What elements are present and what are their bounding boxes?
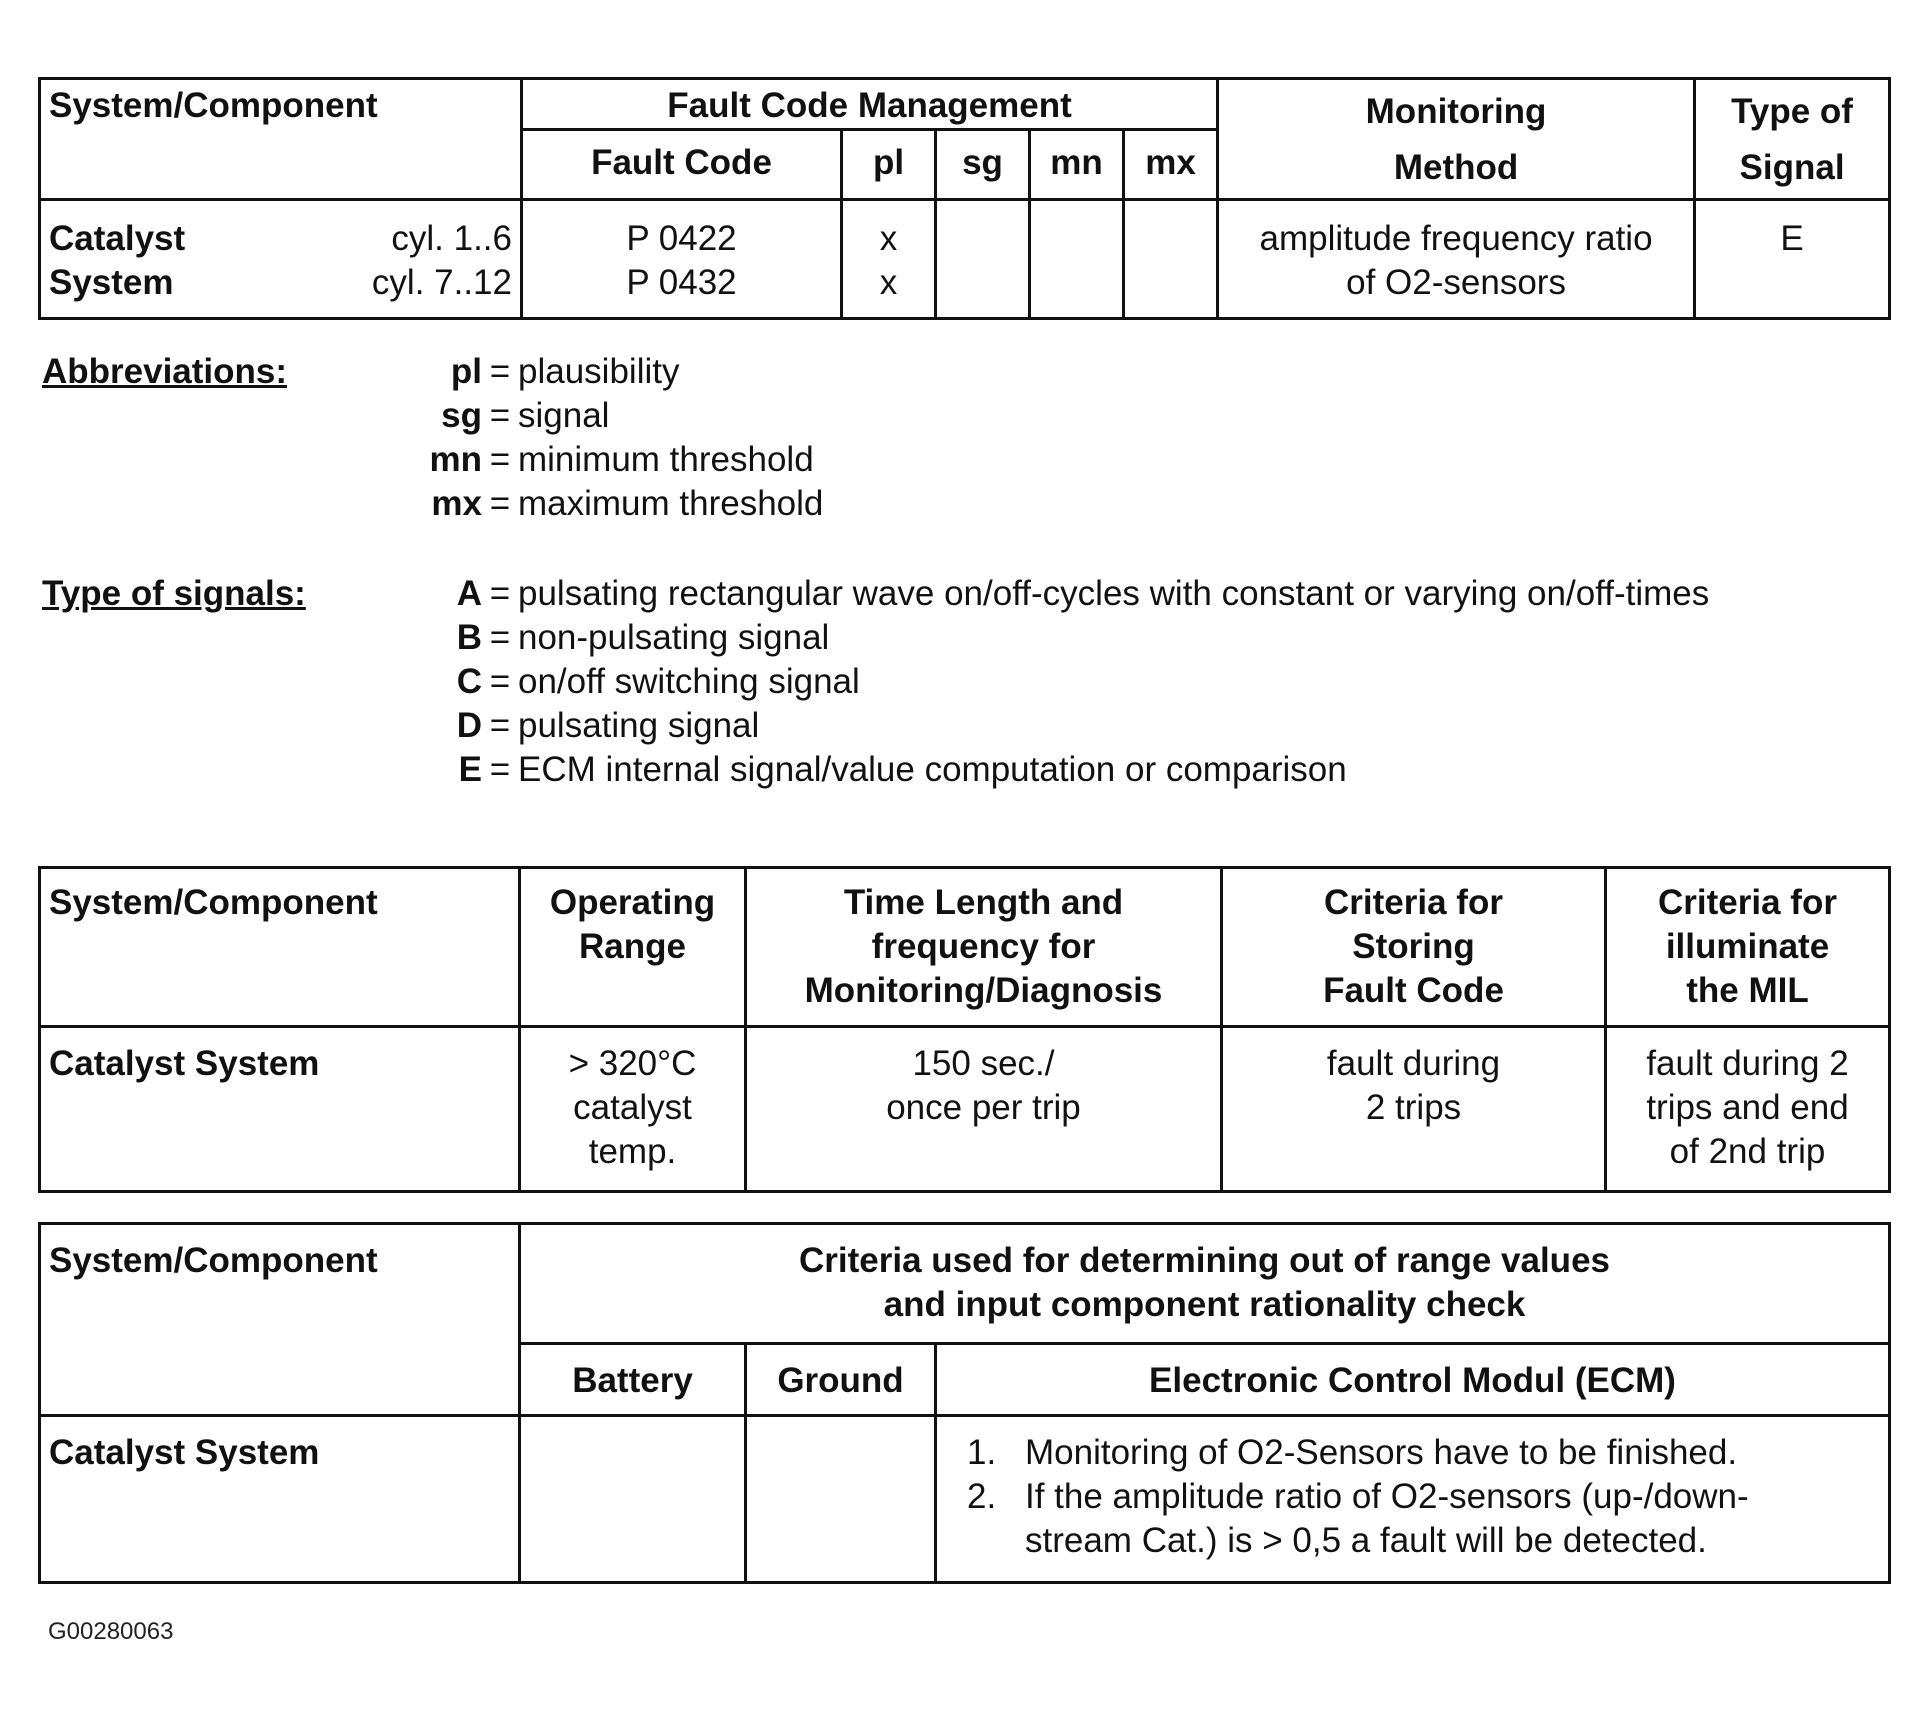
header-sg: sg [936,130,1030,200]
header-system-component: System/Component [40,868,520,1027]
cell-operating-range: > 320°C catalyst temp. [520,1027,746,1192]
cell-ground [746,1416,936,1583]
header-fault-code-management: Fault Code Management [522,79,1218,130]
cell-storing-criteria: fault during 2 trips [1222,1027,1606,1192]
list-item: 1. Monitoring of O2-Sensors have to be finished. [967,1433,1738,1472]
cell-time-length: 150 sec./ once per trip [746,1027,1222,1192]
header-type-of-signal: Type of Signal [1695,79,1890,200]
list-item: A = pulsating rectangular wave on/off-cycles with constant or varying on/off-times [456,574,1710,613]
cell-fault-codes: P 0422 P 0432 [522,200,842,319]
list-item: mn = minimum threshold [429,440,814,479]
cell-component: Catalyst cyl. 1..6 System cyl. 7..12 [40,200,522,319]
header-monitoring-method: Monitoring Method [1218,79,1695,200]
signal-types-title: Type of signals: [42,574,306,613]
cell-pl: x x [842,200,936,319]
header-system-component: System/Component [40,1224,520,1416]
header-battery: Battery [520,1344,746,1416]
cell-component: Catalyst System [40,1416,520,1583]
list-item: E = ECM internal signal/value computation or comparison [458,750,1347,789]
list-item: pl = plausibility [450,352,680,391]
list-item: mx = maximum threshold [431,484,824,523]
abbreviations-legend [42,350,1882,530]
cell-signal-type: E [1695,200,1890,319]
table-row [40,1027,1890,1192]
list-item: sg = signal [441,396,610,435]
header-system-component: System/Component [40,79,522,200]
list-item: 2. If the amplitude ratio of O2-sensors (up-/down- stream Cat.) is > 0,5 a fault will be detected. [967,1477,1749,1560]
rationality-check-table [38,1222,1891,1584]
list-item: D = pulsating signal [456,706,760,745]
header-fault-code: Fault Code [522,130,842,200]
cell-component: Catalyst System [40,1027,520,1192]
header-mx: mx [1124,130,1218,200]
header-pl: pl [842,130,936,200]
table-row [40,200,1890,319]
header-mn: mn [1030,130,1124,200]
cell-mx [1124,200,1218,319]
fault-code-table [38,77,1891,320]
table-row [40,1416,1890,1583]
list-item: C = on/off switching signal [456,662,860,701]
header-criteria: Criteria used for determining out of range values and input component rationality check [520,1224,1890,1344]
cell-monitoring-method: amplitude frequency ratio of O2-sensors [1218,200,1695,319]
monitoring-criteria-table [38,866,1891,1193]
header-storing-criteria: Criteria for Storing Fault Code [1222,868,1606,1027]
list-item: B = non-pulsating signal [456,618,830,657]
header-ground: Ground [746,1344,936,1416]
header-time-length: Time Length and frequency for Monitoring/Diagnosis [746,868,1222,1027]
signal-types-legend [42,572,1882,802]
cell-ecm [936,1416,1890,1583]
header-ecm: Electronic Control Modul (ECM) [936,1344,1890,1416]
abbreviations-title: Abbreviations: [42,352,288,391]
cell-battery [520,1416,746,1583]
cell-sg [936,200,1030,319]
cell-mn [1030,200,1124,319]
header-mil-criteria: Criteria for illuminate the MIL [1606,868,1890,1027]
header-operating-range: Operating Range [520,868,746,1027]
cell-mil-criteria: fault during 2 trips and end of 2nd trip [1606,1027,1890,1192]
figure-id: G00280063 [48,1618,174,1645]
